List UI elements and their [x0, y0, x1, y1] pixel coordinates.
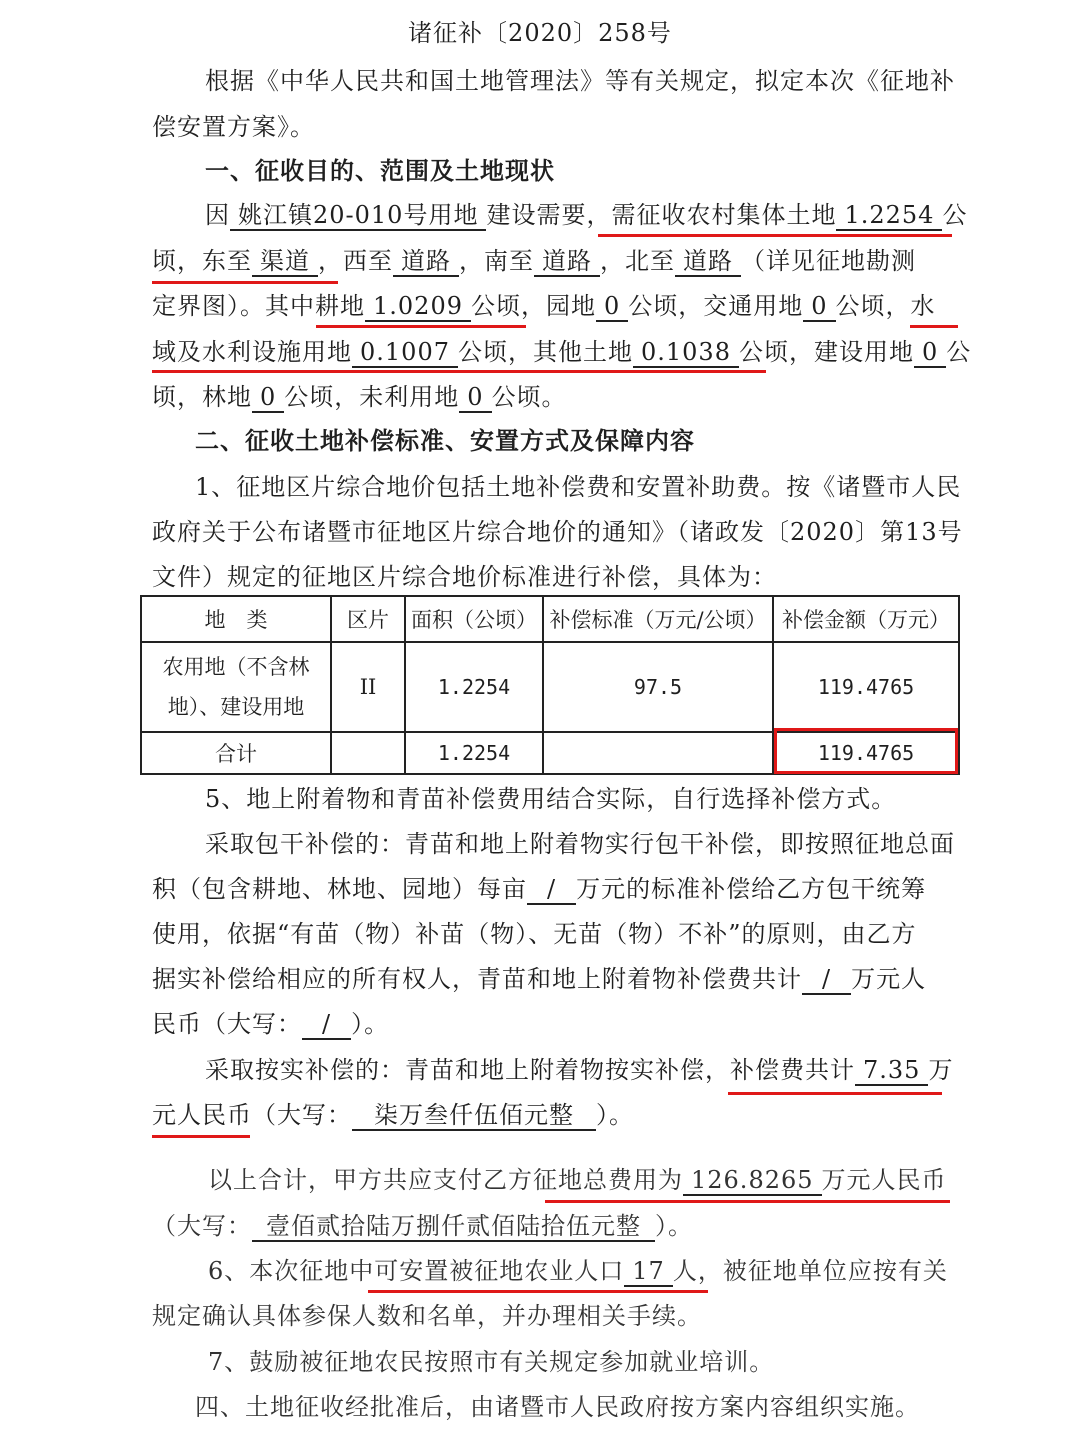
unused-area: 0 — [459, 383, 491, 413]
cell-zone: II — [331, 642, 405, 732]
item-1-line-1: 1、征地区片综合地价包括土地补偿费和安置补助费。按《诸暨市人民 — [195, 473, 962, 501]
text: 定界图）。其中耕地 — [152, 292, 365, 320]
forest-area: 0 — [252, 383, 284, 413]
actual-amount-words: 柒万叁仟伍佰元整 — [352, 1101, 596, 1131]
cell-land-type — [141, 642, 331, 732]
text: ，北至 — [600, 247, 675, 275]
total-fee-amount: 126.8265 — [683, 1166, 822, 1196]
section-2-heading: 二、征收土地补偿标准、安置方式及保障内容 — [195, 426, 695, 455]
header-amount: 补偿金额（万元） — [773, 596, 959, 642]
cell-total-amount: 119.4765 — [773, 732, 959, 774]
text: 公顷，园地 — [470, 292, 596, 320]
text: 6、本次征地中可安置被征地农业人口 — [208, 1257, 625, 1285]
intro-line-1: 根据《中华人民共和国土地管理法》等有关规定，拟定本次《征地补 — [205, 67, 955, 95]
land-type-line-1: 农用地（不含林 — [162, 655, 310, 679]
south-boundary: 道路 — [534, 247, 600, 277]
total-area: 1.2254 — [836, 201, 942, 231]
text: 民币（大写： — [152, 1010, 302, 1038]
text: ，南至 — [459, 247, 534, 275]
text: 万元人 — [851, 965, 927, 993]
highlight-underline — [598, 234, 952, 237]
text: 公顷，交通用地 — [628, 292, 804, 320]
total-fee-line-2 — [152, 1209, 693, 1243]
text: 人，被征地单位应按有关 — [672, 1257, 948, 1285]
item-1-line-2: 政府关于公布诸暨市征地区片综合地价的通知》（诸政发〔2020〕第13号 — [152, 518, 963, 546]
item-1-line-3: 文件）规定的征地区片综合地价标准进行补偿，具体为： — [152, 563, 777, 591]
intro-line-2: 偿安置方案》。 — [152, 113, 315, 141]
highlight-box — [774, 728, 958, 774]
construction-area: 0 — [914, 338, 946, 368]
lump-sum-line-1: 采取包干补偿的：青苗和地上附着物实行包干补偿，即按照征地总面 — [205, 830, 955, 858]
text: ）。 — [655, 1212, 693, 1240]
highlight-underline — [152, 370, 766, 373]
text: 域及水利设施用地 — [152, 338, 352, 366]
actual-amount: 7.35 — [855, 1056, 928, 1086]
text: 据实补偿给相应的所有权人，青苗和地上附着物补偿费共计 — [152, 965, 802, 993]
lump-sum-line-4 — [152, 962, 926, 996]
section-1-line-2 — [152, 244, 916, 278]
text: （大写： — [152, 1212, 252, 1240]
garden-area: 0 — [596, 292, 628, 322]
text: 万元的标准补偿给乙方包干统筹 — [576, 875, 927, 903]
total-fee-line-1 — [208, 1163, 947, 1197]
highlight-underline — [152, 281, 338, 284]
text: 万 — [928, 1056, 954, 1084]
text: 元人民币（大写： — [152, 1101, 352, 1129]
item-5-heading: 5、地上附着物和青苗补偿费用结合实际，自行选择补偿方式。 — [205, 785, 897, 813]
text: 公顷，水 — [835, 292, 936, 320]
total-fee-words: 壹佰贰拾陆万捌仟贰佰陆拾伍元整 — [252, 1212, 655, 1242]
lump-words-blank: / — [302, 1010, 351, 1040]
section-1-line-5 — [152, 380, 567, 414]
item-6-line-2: 规定确认具体参保人数和名单，并办理相关手续。 — [152, 1302, 702, 1330]
text: 公顷，其他土地 — [457, 338, 633, 366]
section-4: 四、土地征收经批准后，由诸暨市人民政府按方案内容组织实施。 — [195, 1393, 920, 1421]
lump-sum-line-3: 使用，依据“有苗（物）补苗（物）、无苗（物）不补”的原则，由乙方 — [152, 920, 917, 948]
text: 公顷。 — [491, 383, 567, 411]
cell-standard: 97.5 — [543, 642, 773, 732]
cell-empty — [331, 732, 405, 774]
text: 以上合计，甲方共应支付乙方征地总费用为 — [208, 1166, 683, 1194]
document-number: 诸征补〔2020〕258号 — [408, 19, 672, 47]
lump-sum-line-2 — [152, 872, 926, 906]
header-zone: 区片 — [331, 596, 405, 642]
project-name: 姚江镇20-010号用地 — [230, 201, 486, 231]
other-area: 0.1038 — [633, 338, 739, 368]
text: 采取按实补偿的：青苗和地上附着物按实补偿，补偿费共计 — [205, 1056, 855, 1084]
section-1-line-1 — [205, 198, 967, 232]
text: 因 — [205, 201, 230, 229]
text: 顷，林地 — [152, 383, 252, 411]
text: 公顷，建设用地 — [738, 338, 914, 366]
resettled-people: 17 — [624, 1257, 673, 1287]
text: 公顷，未利用地 — [284, 383, 460, 411]
text: ，西至 — [318, 247, 393, 275]
per-mu-blank: / — [527, 875, 576, 905]
section-1-heading: 一、征收目的、范围及土地现状 — [205, 156, 555, 185]
cell-amount: 119.4765 — [773, 642, 959, 732]
header-area: 面积（公顷） — [405, 596, 543, 642]
item-7: 7、鼓励被征地农民按照市有关规定参加就业培训。 — [208, 1348, 775, 1376]
west-boundary: 道路 — [393, 247, 459, 277]
text: 万元人民币 — [821, 1166, 947, 1194]
actual-line-2 — [152, 1098, 634, 1132]
text: 积（包含耕地、林地、园地）每亩 — [152, 875, 527, 903]
text: ）。 — [596, 1101, 634, 1129]
cell-empty — [543, 732, 773, 774]
table-row — [141, 642, 959, 732]
lump-sum-line-5 — [152, 1007, 389, 1041]
traffic-area: 0 — [803, 292, 835, 322]
text: ）。 — [351, 1010, 390, 1038]
cell-total-area: 1.2254 — [405, 732, 543, 774]
text: 公 — [942, 201, 968, 229]
section-1-line-3 — [152, 289, 936, 323]
land-type-line-2: 地）、建设用地 — [167, 695, 305, 719]
cell-total-label: 合计 — [141, 732, 331, 774]
highlight-underline — [728, 1092, 942, 1095]
highlight-underline — [316, 325, 526, 328]
water-area: 0.1007 — [352, 338, 458, 368]
actual-line-1 — [205, 1053, 953, 1087]
text: 公 — [946, 338, 972, 366]
cell-area: 1.2254 — [405, 642, 543, 732]
highlight-underline — [152, 1135, 250, 1138]
header-standard: 补偿标准（万元/公顷） — [543, 596, 773, 642]
east-boundary: 渠道 — [252, 247, 318, 277]
lump-total-blank: / — [802, 965, 851, 995]
section-1-line-4 — [152, 335, 971, 369]
text: 顷，东至 — [152, 247, 252, 275]
text: 建设需要，需征收农村集体土地 — [486, 201, 837, 229]
north-boundary: 道路 — [675, 247, 741, 277]
highlight-underline — [910, 325, 958, 328]
item-6-line-1 — [208, 1254, 948, 1288]
cultivated-area: 1.0209 — [365, 292, 471, 322]
text: （详见征地勘测 — [741, 247, 916, 275]
table-header-row — [141, 596, 959, 642]
highlight-underline — [545, 1200, 950, 1203]
header-land-type: 地 类 — [141, 596, 331, 642]
highlight-underline — [368, 1290, 708, 1293]
